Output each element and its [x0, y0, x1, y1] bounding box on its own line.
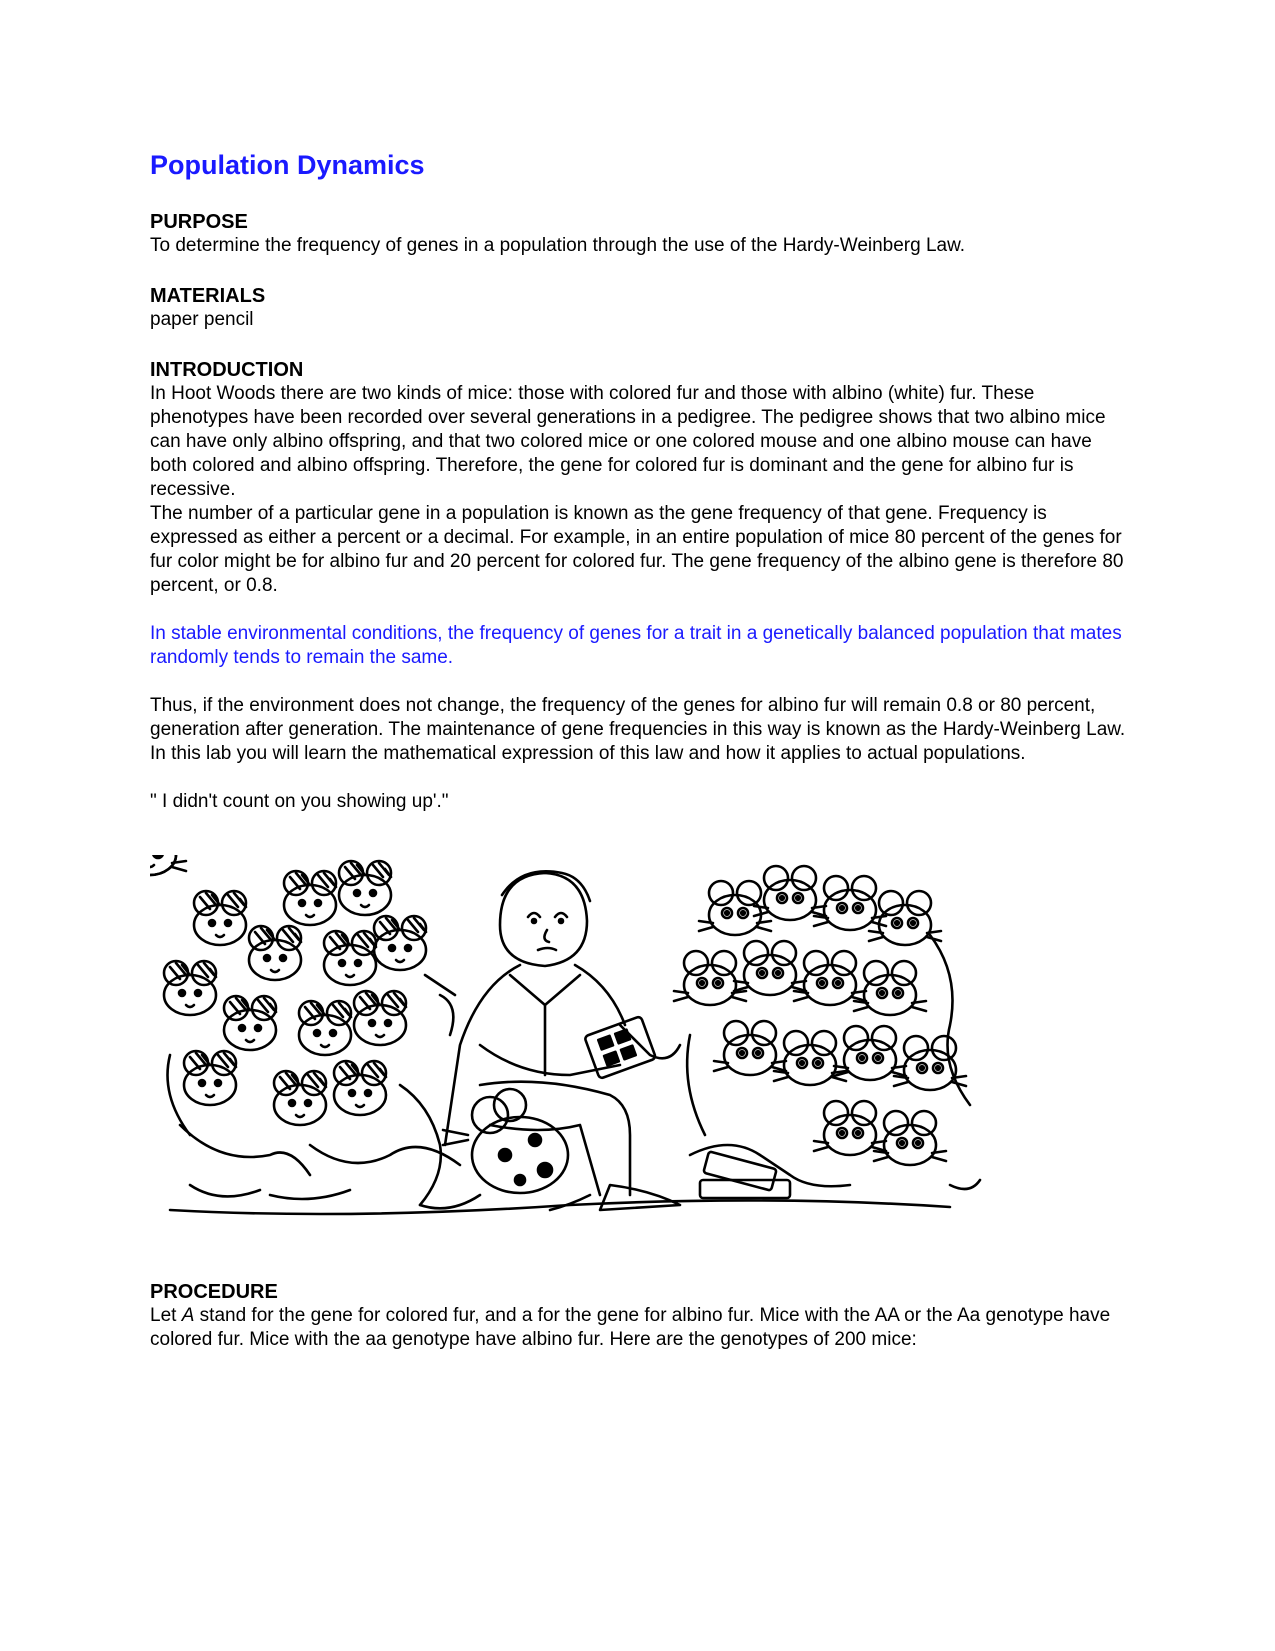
introduction-paragraph-1: In Hoot Woods there are two kinds of mice: those with colored fur and those with albino (white) fur. These phenotypes have been recorded over several generations in a pedigree. The pedigree shows that two albino mice can have only albino offspring, and that two colored mice or one colored mouse and one albino mouse can have both colored and albino offspring. Therefore, the gene for colored fur is dominant and the gene for albino fur is recessive.	[150, 383, 1106, 500]
man-with-calculator	[420, 871, 680, 1210]
materials-text: paper pencil	[150, 309, 254, 330]
colored-mice-group	[150, 855, 460, 1205]
purpose-heading: PURPOSE	[150, 211, 248, 233]
procedure-section	[150, 1280, 1130, 1352]
procedure-text-pre: Let	[150, 1305, 182, 1326]
materials-heading: MATERIALS	[150, 285, 266, 307]
procedure-text-post: stand for the gene for colored fur, and a for the gene for albino fur. Mice with the AA or the Aa genotype have colored fur. Mice with the aa genotype have albino fur. Here are the genotypes of 200 mice:	[150, 1305, 1111, 1350]
procedure-gene-symbol: A	[181, 1305, 195, 1326]
materials-section	[150, 284, 1130, 332]
introduction-paragraph-2: The number of a particular gene in a population is known as the gene frequency of that gene. Frequency is expressed as either a percent or a decimal. For example, in an entire population of mice 80 percent of the genes for fur color might be for albino fur and 20 percent for colored fur. The gene frequency of the albino gene is therefore 80 percent, or 0.8.	[150, 503, 1124, 596]
page-title: Population Dynamics	[150, 150, 425, 180]
introduction-heading: INTRODUCTION	[150, 359, 304, 381]
purpose-text: To determine the frequency of genes in a population through the use of the Hardy-Weinberg Law.	[150, 235, 966, 256]
purpose-section	[150, 210, 1130, 258]
procedure-text	[150, 1304, 1130, 1352]
mice-cartoon-illustration	[150, 855, 990, 1235]
introduction-paragraph-3: Thus, if the environment does not change, the frequency of the genes for albino fur will remain 0.8 or 80 percent, generation after generation. The maintenance of gene frequencies in this way is known as the Hardy-Weinberg Law. In this lab you will learn the mathematical expression of this law and how it applies to actual populations.	[150, 695, 1126, 764]
cartoon-caption: " I didn't count on you showing up'."	[150, 791, 449, 812]
hardy-weinberg-statement: In stable environmental conditions, the frequency of genes for a trait in a genetically balanced population that mates randomly tends to remain the same.	[150, 623, 1122, 668]
document-body	[150, 148, 1130, 814]
introduction-section	[150, 358, 1130, 814]
procedure-heading: PROCEDURE	[150, 1281, 278, 1303]
